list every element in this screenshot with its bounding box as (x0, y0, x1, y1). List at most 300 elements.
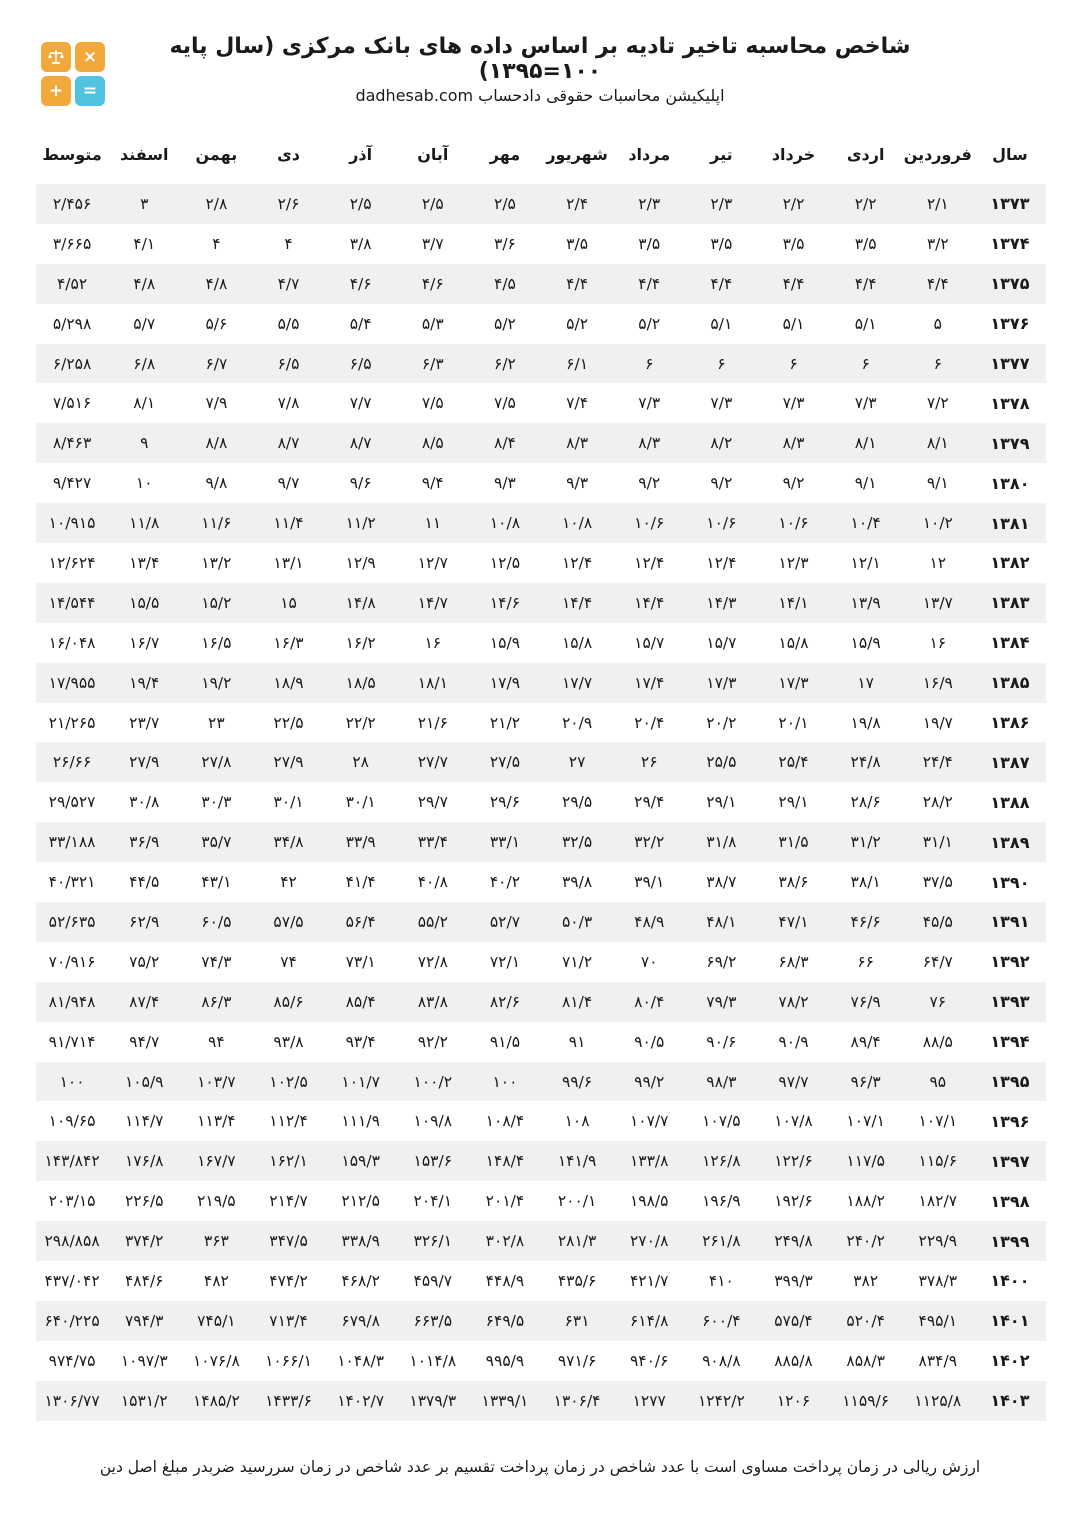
table-cell: ۴/۴ (541, 264, 613, 304)
table-cell: ۲/۲ (757, 184, 829, 224)
table-cell: ۲۲۹/۹ (902, 1221, 974, 1261)
table-cell: ۵۷۵/۴ (757, 1301, 829, 1341)
average-cell: ۴۰/۳۲۱ (48, 873, 96, 892)
table-cell: ۱۲۰۶ (757, 1381, 829, 1421)
table-cell: ۴/۴ (830, 264, 902, 304)
table-cell: ۷۲/۱ (489, 952, 521, 971)
table-cell: ۱۱/۸ (108, 503, 180, 543)
table-cell: ۳۴۷/۵ (252, 1221, 324, 1261)
table-cell: ۲۶۱/۸ (685, 1221, 757, 1261)
table-cell: ۷۰ (640, 952, 658, 971)
table-cell: ۳۲۶/۱ (397, 1221, 469, 1261)
table-cell: ۶۴/۷ (922, 952, 953, 971)
table-cell: ۱۷/۷ (541, 663, 613, 703)
table-cell: ۴/۴ (613, 264, 685, 304)
table-cell: ۱۳/۴ (129, 553, 160, 572)
table-cell: ۲۶ (613, 742, 685, 782)
average-cell: ۱۷/۹۵۵ (36, 663, 108, 703)
table-cell: ۵/۳ (421, 314, 444, 333)
table-cell: ۱۰۶۶/۱ (265, 1351, 312, 1370)
table-cell: ۹۳/۴ (345, 1032, 376, 1051)
table-cell: ۷/۵ (421, 394, 444, 413)
table-cell: ۳۰۲/۸ (469, 1221, 541, 1261)
table-cell: ۱۰۹/۸ (413, 1112, 453, 1131)
table-cell: ۶ (613, 344, 685, 384)
table-cell: ۳۳۸/۹ (325, 1221, 397, 1261)
table-cell: ۵۰/۳ (541, 902, 613, 942)
table-cell: ۴/۴ (902, 264, 974, 304)
table-cell: ۵/۲ (566, 314, 589, 333)
column-header: آبان (417, 144, 449, 164)
table-cell: ۱۵/۹ (850, 633, 881, 652)
table-cell: ۸/۸ (180, 423, 252, 463)
table-cell: ۲۹/۴ (634, 793, 665, 812)
table-cell: ۸/۳ (757, 423, 829, 463)
table-cell: ۵/۱ (710, 314, 733, 333)
table-cell: ۱۸/۹ (252, 663, 324, 703)
table-cell: ۱۲ (929, 553, 947, 572)
table-cell: ۴۸/۹ (613, 902, 685, 942)
table-cell: ۲۴/۴ (902, 742, 974, 782)
average-cell: ۴/۵۲ (36, 264, 108, 304)
table-cell: ۴۶۸/۲ (341, 1271, 380, 1290)
table-cell: ۷/۳ (854, 394, 877, 413)
table-row (36, 503, 1046, 543)
table-cell: ۱۰۷/۱ (918, 1112, 958, 1131)
table-cell: ۱۵/۹ (489, 633, 521, 652)
table-cell: ۱۰/۶ (613, 503, 685, 543)
table-cell: ۸۲/۶ (469, 982, 541, 1022)
table-cell: ۱۶ (424, 633, 442, 652)
column-header: آذر (349, 144, 373, 164)
table-cell: ۱۵/۸ (778, 633, 809, 652)
table-row (36, 1141, 1046, 1181)
average-cell: ۲۹/۵۲۷ (48, 793, 96, 812)
table-cell: ۳۸/۱ (850, 873, 881, 892)
table-cell: ۱۵۳/۶ (397, 1141, 469, 1181)
table-cell: ۱۰/۸ (541, 503, 613, 543)
table-cell: ۱۰۴۸/۳ (337, 1351, 385, 1370)
table-cell: ۵/۱ (782, 314, 805, 333)
table-cell: ۱۲۲/۶ (757, 1141, 829, 1181)
table-row (36, 1181, 1046, 1221)
table-cell: ۱۳/۱ (273, 553, 304, 572)
average-cell: ۴۳۷/۰۴۲ (44, 1271, 100, 1290)
table-row (36, 942, 1046, 982)
table-cell: ۲/۱ (902, 184, 974, 224)
table-cell: ۴۶/۶ (830, 902, 902, 942)
table-cell: ۹۹/۲ (613, 1062, 685, 1102)
table-cell: ۴/۸ (180, 264, 252, 304)
year-cell: ۱۴۰۱ (974, 1301, 1046, 1341)
table-cell: ۵/۷ (133, 314, 156, 333)
year-cell: ۱۳۸۱ (974, 503, 1046, 543)
table-cell: ۹۳/۸ (273, 1032, 304, 1051)
table-cell: ۳ (108, 184, 180, 224)
table-cell: ۱۲/۴ (706, 553, 737, 572)
table-cell: ۶/۸ (108, 344, 180, 384)
table-cell: ۱۴/۳ (685, 583, 757, 623)
table-cell: ۱۷/۳ (757, 663, 829, 703)
year-cell: ۱۳۹۱ (974, 902, 1046, 942)
table-cell: ۱۶/۵ (201, 633, 232, 652)
table-cell: ۱۴/۴ (541, 583, 613, 623)
table-cell: ۵۷/۵ (252, 902, 324, 942)
column-header: اسفند (119, 144, 169, 164)
table-cell: ۷۶/۹ (830, 982, 902, 1022)
table-cell: ۱۵/۷ (634, 633, 665, 652)
year-cell: ۱۳۹۴ (990, 1032, 1030, 1052)
table-cell: ۷/۳ (638, 394, 661, 413)
average-cell: ۱۳۰۶/۷۷ (36, 1381, 108, 1421)
table-cell: ۶۷۹/۸ (325, 1301, 397, 1341)
table-cell: ۲۰/۱ (778, 713, 809, 732)
table-cell: ۴/۵ (469, 264, 541, 304)
table-cell: ۱۲/۵ (489, 553, 521, 572)
table-cell: ۱۶/۷ (129, 633, 160, 652)
year-cell: ۱۳۷۴ (990, 234, 1030, 254)
table-cell: ۷۵/۲ (129, 952, 160, 971)
table-cell: ۱۴۸/۴ (469, 1141, 541, 1181)
table-cell: ۶/۱ (541, 344, 613, 384)
table-cell: ۱۰۷/۵ (702, 1112, 741, 1131)
table-cell: ۱۵ (252, 583, 324, 623)
scale-icon (41, 42, 71, 72)
table-cell: ۱۲/۴ (634, 553, 665, 572)
table-row (36, 184, 1046, 224)
table-cell: ۵/۱ (854, 314, 877, 333)
table-row (36, 623, 1046, 663)
table-cell: ۷۸/۲ (757, 982, 829, 1022)
table-cell: ۱۶/۹ (902, 663, 974, 703)
table-cell: ۴۸۲ (203, 1271, 229, 1290)
table-cell: ۲۷۰/۸ (613, 1221, 685, 1261)
table-cell: ۲۹/۵ (561, 793, 593, 812)
equals-icon: = (75, 76, 105, 106)
table-cell: ۷۱/۲ (561, 952, 593, 971)
table-cell: ۹ (108, 423, 180, 463)
table-cell: ۸/۵ (397, 423, 469, 463)
table-cell: ۴/۱ (133, 234, 156, 253)
table-cell: ۲/۵ (325, 184, 397, 224)
table-row (36, 1381, 1046, 1421)
table-cell: ۴۳/۱ (201, 873, 232, 892)
average-cell: ۶۴۰/۲۲۵ (36, 1301, 108, 1341)
table-header-row (36, 128, 1046, 184)
table-cell: ۳۳/۱ (469, 822, 541, 862)
table-cell: ۷۲/۸ (417, 952, 448, 971)
table-cell: ۳/۵ (638, 234, 661, 253)
table-cell: ۹/۳ (494, 474, 516, 493)
year-cell: ۱۳۷۳ (974, 184, 1046, 224)
table-cell: ۶۶۳/۵ (397, 1301, 469, 1341)
table-cell: ۲۷/۸ (180, 742, 252, 782)
table-cell: ۴۹۵/۱ (902, 1301, 974, 1341)
table-cell: ۳۵/۷ (180, 822, 252, 862)
average-cell: ۱۰۰ (36, 1062, 108, 1102)
table-cell: ۴۸۴/۶ (124, 1271, 164, 1290)
table-cell: ۲/۴ (541, 184, 613, 224)
year-cell: ۱۳۸۵ (974, 663, 1046, 703)
table-row (36, 543, 1046, 583)
table-cell: ۱۴/۷ (397, 583, 469, 623)
table-cell: ۹/۲ (710, 474, 733, 493)
table-cell: ۴۲۱/۷ (629, 1271, 669, 1290)
table-cell: ۳/۸ (349, 234, 372, 253)
table-cell: ۹۴ (208, 1032, 225, 1051)
table-cell: ۶/۵ (252, 344, 324, 384)
table-cell: ۲۹/۱ (778, 793, 809, 812)
table-cell: ۸۵۸/۳ (846, 1351, 885, 1370)
table-cell: ۱۴/۶ (469, 583, 541, 623)
table-cell: ۳۶۳ (180, 1221, 252, 1261)
table-cell: ۳/۵ (710, 234, 733, 253)
table-row (36, 1261, 1046, 1301)
table-cell: ۱۶ (929, 633, 947, 652)
plus-icon: + (41, 76, 71, 106)
table-row (36, 742, 1046, 782)
table-cell: ۷۴/۳ (201, 952, 232, 971)
table-cell: ۲۹/۱ (706, 793, 737, 812)
table-cell: ۲/۶ (252, 184, 324, 224)
table-cell: ۲۳/۷ (129, 713, 160, 732)
table-cell: ۹۷/۷ (757, 1062, 829, 1102)
table-cell: ۷/۵ (494, 394, 516, 413)
table-cell: ۲۱/۲ (489, 713, 521, 732)
table-cell: ۱۲۴۲/۲ (685, 1381, 757, 1421)
table-cell: ۱۵/۷ (706, 633, 737, 652)
year-cell: ۱۳۹۸ (990, 1191, 1030, 1211)
table-cell: ۳۸/۶ (778, 873, 809, 892)
table-cell: ۱۴۰۲/۷ (325, 1381, 397, 1421)
table-cell: ۵۲/۷ (469, 902, 541, 942)
table-cell: ۲۰/۲ (706, 713, 737, 732)
year-cell: ۱۳۸۴ (990, 633, 1030, 653)
table-row (36, 1022, 1046, 1062)
table-cell: ۱۵۹/۳ (325, 1141, 397, 1181)
table-cell: ۲۹/۷ (417, 793, 448, 812)
table-row (36, 982, 1046, 1022)
table-cell: ۸/۱ (830, 423, 902, 463)
table-cell: ۳/۵ (854, 234, 877, 253)
year-cell: ۱۳۷۸ (990, 393, 1030, 413)
year-cell: ۱۴۰۰ (990, 1271, 1030, 1291)
table-cell: ۳۰/۱ (273, 793, 304, 812)
table-cell: ۱۶۲/۱ (252, 1141, 324, 1181)
table-cell: ۸۱/۴ (541, 982, 613, 1022)
table-cell: ۷/۸ (277, 394, 300, 413)
table-cell: ۹۲/۲ (417, 1032, 448, 1051)
table-cell: ۲۴۹/۸ (757, 1221, 829, 1261)
table-cell: ۲/۲ (830, 184, 902, 224)
table-cell: ۲۰/۹ (561, 713, 593, 732)
table-cell: ۱۷۶/۸ (108, 1141, 180, 1181)
average-cell: ۲۱/۲۶۵ (48, 713, 96, 732)
table-cell: ۸۸/۵ (922, 1032, 953, 1051)
table-cell: ۳۹/۱ (634, 873, 665, 892)
table-cell: ۸/۴ (469, 423, 541, 463)
table-row (36, 902, 1046, 942)
table-cell: ۱۹/۲ (180, 663, 252, 703)
year-cell: ۱۳۹۲ (990, 952, 1030, 972)
table-cell: ۱۱/۲ (325, 503, 397, 543)
table-cell: ۱۱۳/۴ (197, 1112, 236, 1131)
column-header: متوسط (42, 144, 102, 164)
table-cell: ۶۶ (857, 952, 874, 971)
table-cell: ۸/۳ (541, 423, 613, 463)
table-cell: ۲۵/۴ (757, 742, 829, 782)
table-cell: ۴/۴ (757, 264, 829, 304)
table-cell: ۱۶/۲ (345, 633, 376, 652)
table-cell: ۹۰/۶ (706, 1032, 737, 1051)
table-cell: ۳/۶ (494, 234, 516, 253)
table-cell: ۲۱/۶ (417, 713, 448, 732)
table-cell: ۱۱۵۹/۶ (830, 1381, 902, 1421)
table-cell: ۹۹/۶ (541, 1062, 613, 1102)
table-cell: ۱۳/۹ (830, 583, 902, 623)
table-cell: ۸۷/۴ (108, 982, 180, 1022)
table-cell: ۱۴۳۳/۶ (252, 1381, 324, 1421)
table-cell: ۴۷/۱ (757, 902, 829, 942)
table-cell: ۸۵/۴ (325, 982, 397, 1022)
table-cell: ۷۹۴/۳ (108, 1301, 180, 1341)
average-cell: ۱۰۹/۶۵ (48, 1112, 96, 1131)
table-cell: ۳۱/۸ (685, 822, 757, 862)
table-cell: ۱۶۷/۷ (180, 1141, 252, 1181)
column-header: مهر (489, 144, 521, 164)
table-cell: ۱۰۷/۱ (846, 1112, 885, 1131)
table-row (36, 1101, 1046, 1141)
table-cell: ۱۰۱۴/۸ (409, 1351, 457, 1370)
table-cell: ۱۰۰/۲ (397, 1062, 469, 1102)
table-cell: ۱۹/۷ (922, 713, 953, 732)
table-cell: ۱۱۵/۶ (902, 1141, 974, 1181)
table-cell: ۱۱/۴ (252, 503, 324, 543)
table-cell: ۳۰/۸ (129, 793, 160, 812)
table-cell: ۱۰۷/۷ (629, 1112, 669, 1131)
table-cell: ۹۹۵/۹ (485, 1351, 525, 1370)
table-cell: ۱۱۲۵/۸ (902, 1381, 974, 1421)
table-cell: ۲۳ (208, 713, 225, 732)
table-cell: ۲/۵ (397, 184, 469, 224)
table-cell: ۹/۷ (277, 474, 300, 493)
app-logo (41, 42, 105, 106)
table-cell: ۱۶/۳ (273, 633, 304, 652)
table-cell: ۲۰۰/۱ (557, 1192, 597, 1211)
table-cell: ۳۷/۵ (922, 873, 953, 892)
table-row (36, 1301, 1046, 1341)
table-cell: ۷۹/۳ (685, 982, 757, 1022)
table-cell: ۴۵۹/۷ (413, 1271, 453, 1290)
table-cell: ۱۱ (397, 503, 469, 543)
table-cell: ۴۱۰ (708, 1271, 734, 1290)
table-cell: ۲۷/۹ (252, 742, 324, 782)
table-cell: ۴۱/۴ (345, 873, 376, 892)
table-cell: ۹۸/۳ (685, 1062, 757, 1102)
table-cell: ۶۸/۳ (778, 952, 809, 971)
table-cell: ۸/۷ (252, 423, 324, 463)
table-cell: ۶۲/۹ (108, 902, 180, 942)
table-row (36, 383, 1046, 423)
table-cell: ۸۹/۴ (850, 1032, 881, 1051)
table-cell: ۳۷۸/۳ (918, 1271, 958, 1290)
table-cell: ۸/۱ (902, 423, 974, 463)
index-table (36, 128, 1046, 1421)
table-cell: ۸۵/۶ (252, 982, 324, 1022)
column-header: بهمن (195, 144, 238, 164)
column-header: اردی (846, 144, 885, 164)
table-cell: ۱۹/۴ (108, 663, 180, 703)
table-cell: ۹۰/۹ (778, 1032, 809, 1051)
table-cell: ۳/۵ (782, 234, 805, 253)
column-header: فروردین (903, 144, 972, 164)
table-cell: ۱۰۸/۴ (485, 1112, 525, 1131)
table-cell: ۳۲/۲ (613, 822, 685, 862)
table-cell: ۴/۸ (108, 264, 180, 304)
table-cell: ۶۳۱ (541, 1301, 613, 1341)
average-cell: ۵/۲۹۸ (52, 314, 92, 333)
table-row (36, 304, 1046, 344)
table-row (36, 1341, 1046, 1381)
table-cell: ۱۳/۷ (902, 583, 974, 623)
table-cell: ۲/۳ (685, 184, 757, 224)
year-cell: ۱۳۸۸ (990, 792, 1030, 812)
table-cell: ۳۴/۸ (252, 822, 324, 862)
page-title: شاخص محاسبه تاخیر تادیه بر اساس داده های بانک مرکزی (سال پایه ۱۰۰=۱۳۹۵) (169, 34, 911, 84)
table-cell: ۹۱ (568, 1032, 586, 1051)
average-cell: ۲۰۳/۱۵ (48, 1192, 96, 1211)
table-cell: ۱۲/۳ (778, 553, 809, 572)
year-cell: ۱۳۸۰ (990, 473, 1030, 493)
table-cell: ۱۸۲/۷ (918, 1192, 958, 1211)
table-cell: ۷۶ (902, 982, 974, 1022)
table-cell: ۱۷/۹ (469, 663, 541, 703)
average-cell: ۱۴/۵۴۴ (36, 583, 108, 623)
year-cell: ۱۳۹۷ (974, 1141, 1046, 1181)
table-cell: ۱۱۲/۴ (269, 1112, 308, 1131)
table-cell: ۹۶/۳ (830, 1062, 902, 1102)
table-cell: ۸۰/۴ (613, 982, 685, 1022)
table-cell: ۹۴/۷ (129, 1032, 160, 1051)
table-cell: ۵ (933, 314, 942, 333)
table-cell: ۸/۲ (685, 423, 757, 463)
table-cell: ۹/۸ (205, 474, 228, 493)
table-cell: ۱۱/۶ (180, 503, 252, 543)
table-cell: ۴۸/۱ (685, 902, 757, 942)
table-cell: ۳۹۹/۳ (774, 1271, 813, 1290)
table-cell: ۱۵/۲ (180, 583, 252, 623)
table-cell: ۹۰۸/۸ (702, 1351, 741, 1370)
average-cell: ۷/۵۱۶ (52, 394, 92, 413)
table-cell: ۸۳/۸ (397, 982, 469, 1022)
table-cell: ۲۱۹/۵ (197, 1192, 236, 1211)
table-cell: ۷۴ (280, 952, 297, 971)
table-cell: ۱۰۵/۹ (108, 1062, 180, 1102)
table-cell: ۶۴۹/۵ (469, 1301, 541, 1341)
table-row (36, 344, 1046, 384)
table-cell: ۲۹/۶ (489, 793, 521, 812)
table-cell: ۱۰۹۷/۳ (120, 1351, 168, 1370)
table-cell: ۵۵/۲ (397, 902, 469, 942)
table-cell: ۶ (757, 344, 829, 384)
table-cell: ۴ (284, 234, 293, 253)
table-cell: ۳۹/۸ (561, 873, 593, 892)
table-cell: ۳۸/۷ (706, 873, 737, 892)
table-row (36, 1221, 1046, 1261)
table-cell: ۴۷۴/۲ (269, 1271, 308, 1290)
table-cell: ۲۰/۴ (634, 713, 665, 732)
table-cell: ۹۷۱/۶ (557, 1351, 597, 1370)
